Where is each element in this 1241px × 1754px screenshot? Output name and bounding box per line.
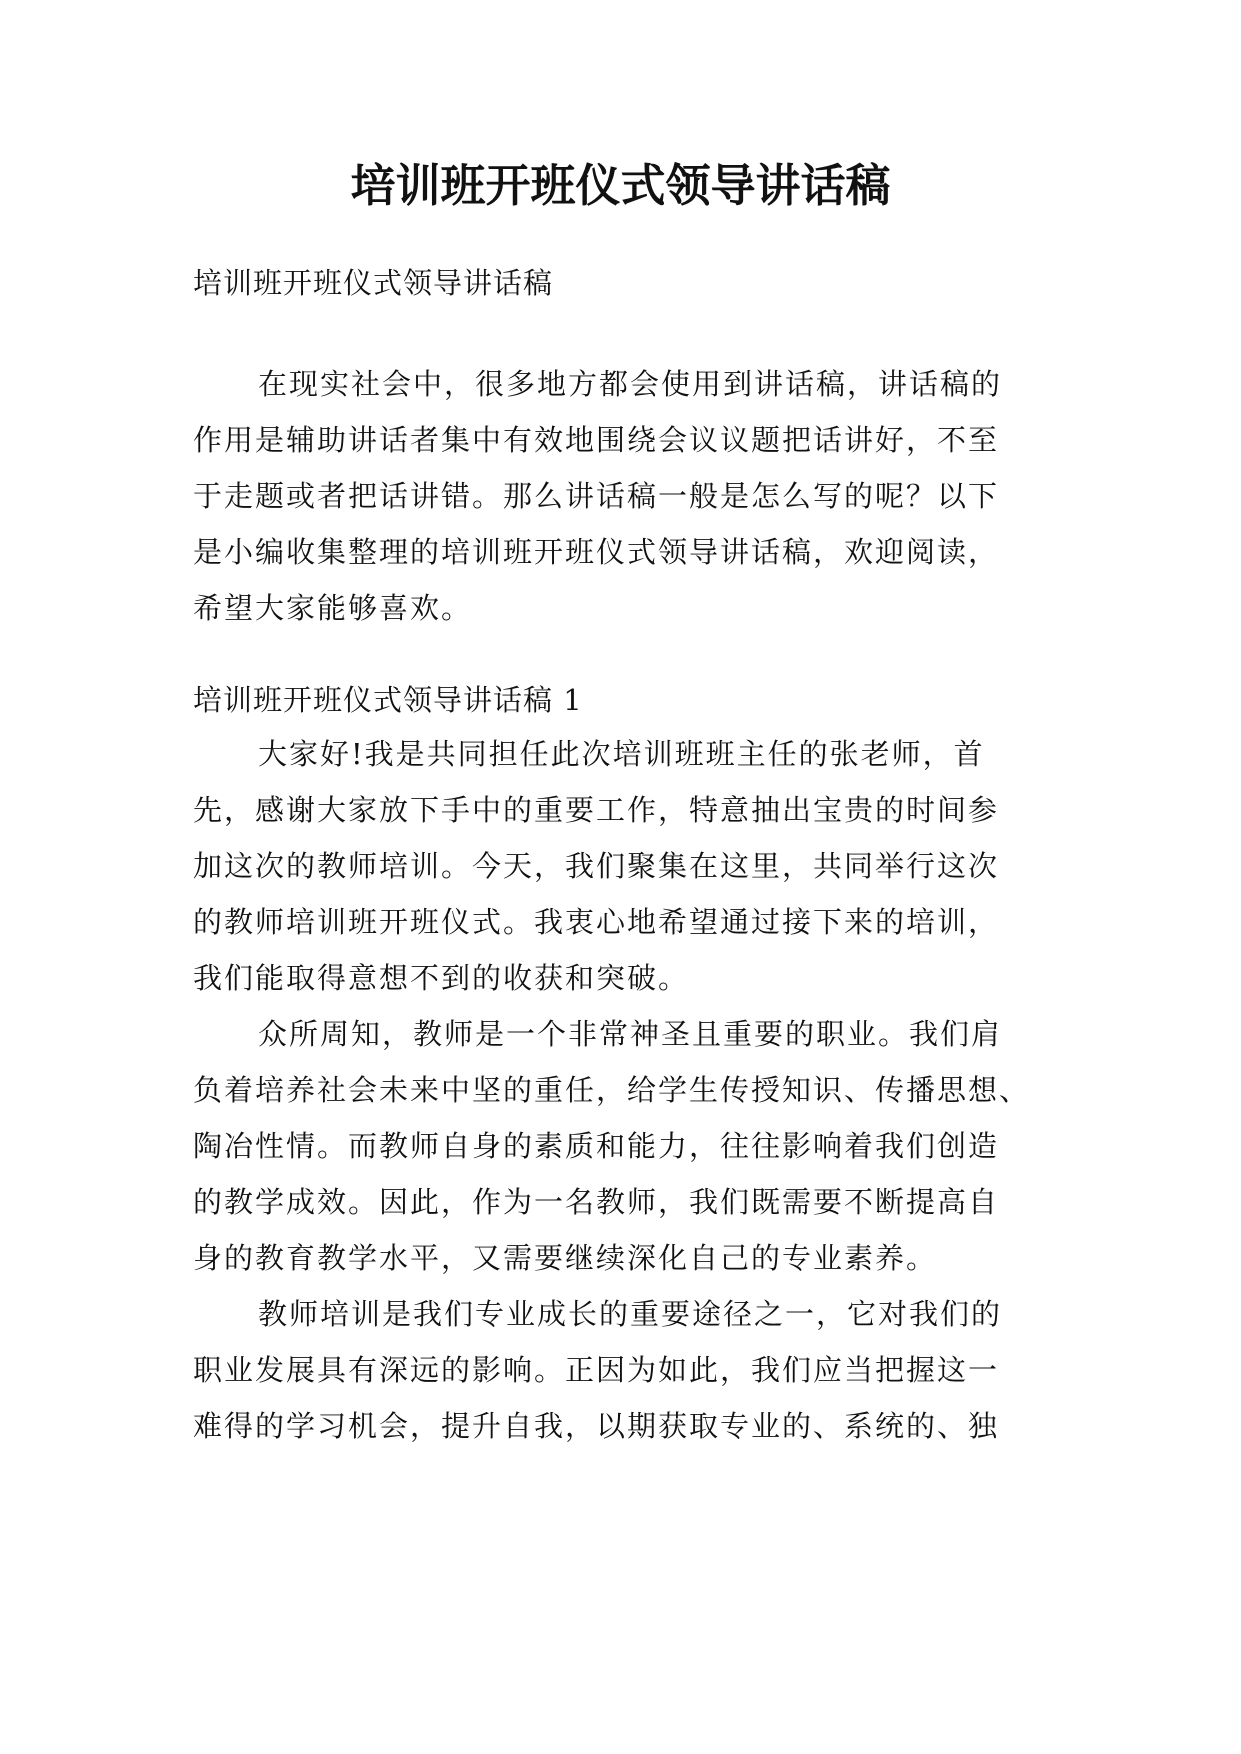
intro-line: 希望大家能够喜欢。: [193, 591, 473, 625]
paragraph-line: 的教师培训班开班仪式。我衷心地希望通过接下来的培训，: [193, 905, 1000, 939]
paragraph-line: 身的教育教学水平，又需要继续深化自己的专业素养。: [193, 1241, 938, 1275]
document-subtitle: 培训班开班仪式领导讲话稿: [193, 266, 554, 300]
paragraph-line: 我们能取得意想不到的收获和突破。: [193, 961, 690, 995]
section-heading: 培训班开班仪式领导讲话稿 1: [193, 683, 583, 717]
paragraph-line: 负着培养社会未来中坚的重任，给学生传授知识、传播思想、: [193, 1073, 1031, 1107]
paragraph-line: 难得的学习机会，提升自我，以期获取专业的、系统的、独: [193, 1409, 1000, 1443]
paragraph-line: 教师培训是我们专业成长的重要途径之一，它对我们的: [258, 1297, 1003, 1331]
document-title: 培训班开班仪式领导讲话稿: [350, 159, 891, 212]
intro-line: 于走题或者把话讲错。那么讲话稿一般是怎么写的呢？以下: [193, 479, 1000, 513]
paragraph-line: 先，感谢大家放下手中的重要工作，特意抽出宝贵的时间参: [193, 793, 1000, 827]
paragraph-line: 职业发展具有深远的影响。正因为如此，我们应当把握这一: [193, 1353, 1000, 1387]
paragraph-line: 加这次的教师培训。今天，我们聚集在这里，共同举行这次: [193, 849, 1000, 883]
paragraph-line: 众所周知，教师是一个非常神圣且重要的职业。我们肩: [258, 1017, 1003, 1051]
intro-line: 在现实社会中，很多地方都会使用到讲话稿，讲话稿的: [258, 367, 1003, 401]
intro-line: 是小编收集整理的培训班开班仪式领导讲话稿，欢迎阅读，: [193, 535, 1000, 569]
paragraph-line: 的教学成效。因此，作为一名教师，我们既需要不断提高自: [193, 1185, 1000, 1219]
paragraph-line: 大家好!我是共同担任此次培训班班主任的张老师，首: [258, 737, 985, 771]
intro-line: 作用是辅助讲话者集中有效地围绕会议议题把话讲好，不至: [193, 423, 1000, 457]
paragraph-line: 陶冶性情。而教师自身的素质和能力，往往影响着我们创造: [193, 1129, 1000, 1163]
